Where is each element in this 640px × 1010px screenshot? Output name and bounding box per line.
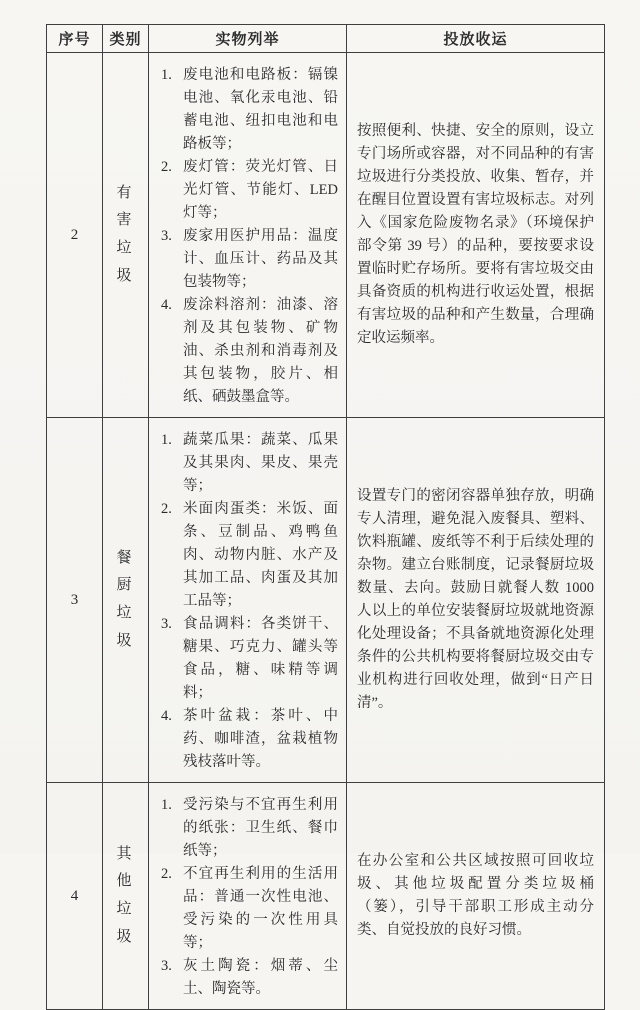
header-row: [47, 25, 605, 53]
waste-classification-table: [46, 24, 605, 1010]
list-item: [159, 863, 338, 955]
category-label: 餐厨垃圾: [116, 549, 135, 649]
examples-list: [149, 418, 346, 782]
item-marker: 4.: [161, 708, 172, 724]
item-text: 不宜再生利用的生活用品：普通一次性电池、受污染的一次性用具等；: [183, 866, 338, 951]
item-marker: 3.: [161, 616, 172, 632]
table-row-other-waste: [47, 783, 605, 1010]
table-row-hazardous-waste: [47, 53, 605, 418]
list-item: [159, 498, 338, 613]
collection-cell: [347, 783, 605, 1010]
item-text: 废涂料溶剂：油漆、溶剂及其包装物、矿物油、杀虫剂和消毒剂及其包装物，胶片、相纸、硒鼓墨盒等。: [183, 297, 338, 405]
item-marker: 1.: [161, 67, 172, 83]
item-text: 蔬菜瓜果：蔬菜、瓜果及其果肉、果皮、果壳等；: [183, 432, 338, 494]
item-text: 废灯管：荧光灯管、日光灯管、节能灯、LED 灯等；: [183, 159, 338, 221]
row-number: 3: [47, 418, 103, 783]
collection-text: 设置专门的密闭容器单独存放，明确专人清理，避免混入废餐具、塑料、饮料瓶罐、废纸等不利于后续处理的杂物。建立台账制度，记录餐厨垃圾数量、去向。鼓励日就餐人数 1000 人以上的单位安装餐厨垃圾就地资源化处理设备；不具备就地资源化处理条件的公共机构要将餐厨垃圾交由专业机构进行回收处理，做到“日产日清”。: [357, 488, 594, 711]
item-marker: 2.: [161, 501, 172, 517]
table-row-kitchen-waste: [47, 418, 605, 783]
header-examples: 实物列举: [149, 25, 347, 53]
item-text: 茶叶盆栽：茶叶、中药、咖啡渣，盆栽植物残枝落叶等。: [183, 708, 338, 770]
item-text: 食品调料：各类饼干、糖果、巧克力、罐头等食品，糖、味精等调料；: [183, 616, 338, 701]
examples-cell: [149, 418, 347, 783]
item-marker: 3.: [161, 228, 172, 244]
collection-wrap: [347, 844, 604, 948]
category-label: 其他垃圾: [116, 845, 135, 945]
list-item: [159, 225, 338, 294]
list-item: [159, 294, 338, 409]
item-marker: 2.: [161, 159, 172, 175]
collection-text: 在办公室和公共区域按照可回收垃圾、其他垃圾配置分类垃圾桶（篓），引导干部职工形成主动分类、自觉投放的良好习惯。: [357, 853, 594, 938]
list-item: [159, 705, 338, 774]
item-marker: 1.: [161, 797, 172, 813]
list-item: [159, 613, 338, 705]
collection-wrap: [347, 479, 604, 721]
category-cell: [103, 53, 149, 418]
list-item: [159, 429, 338, 498]
item-marker: 2.: [161, 866, 172, 882]
collection-cell: [347, 53, 605, 418]
examples-cell: [149, 783, 347, 1010]
item-text: 废家用医护用品：温度计、血压计、药品及其包装物等；: [183, 228, 338, 290]
item-text: 灰土陶瓷：烟蒂、尘土、陶瓷等。: [183, 958, 338, 997]
header-category: 类别: [103, 25, 149, 53]
item-marker: 3.: [161, 958, 172, 974]
item-marker: 1.: [161, 432, 172, 448]
list-item: [159, 64, 338, 156]
item-marker: 4.: [161, 297, 172, 313]
list-item: [159, 794, 338, 863]
collection-text: 按照便利、快捷、安全的原则，设立专门场所或容器，对不同品种的有害垃圾进行分类投放、收集、暂存，并在醒目位置设置有害垃圾标志。对列入《国家危险废物名录》（环境保护部令第 39 号）的品种，要按要求设置临时贮存场所。要将有害垃圾交由具备资质的机构进行收运处置，根据有害垃圾的品种和产生数量，合理确定收运频率。: [357, 123, 594, 346]
header-serial-number: 序号: [47, 25, 103, 53]
row-number: 4: [47, 783, 103, 1010]
list-item: [159, 955, 338, 1001]
examples-list: [149, 53, 346, 417]
category-label: 有害垃圾: [116, 184, 135, 284]
examples-list: [149, 783, 346, 1009]
category-cell: [103, 418, 149, 783]
item-text: 受污染与不宜再生利用的纸张：卫生纸、餐巾纸等；: [183, 797, 338, 859]
collection-wrap: [347, 114, 604, 356]
examples-cell: [149, 53, 347, 418]
row-number: 2: [47, 53, 103, 418]
header-collection: 投放收运: [347, 25, 605, 53]
item-text: 废电池和电路板：镉镍电池、氧化汞电池、铅蓄电池、纽扣电池和电路板等；: [183, 67, 338, 152]
list-item: [159, 156, 338, 225]
category-cell: [103, 783, 149, 1010]
item-text: 米面肉蛋类：米饭、面条、豆制品、鸡鸭鱼肉、动物内脏、水产及其加工品、肉蛋及其加工品等；: [183, 501, 338, 609]
collection-cell: [347, 418, 605, 783]
